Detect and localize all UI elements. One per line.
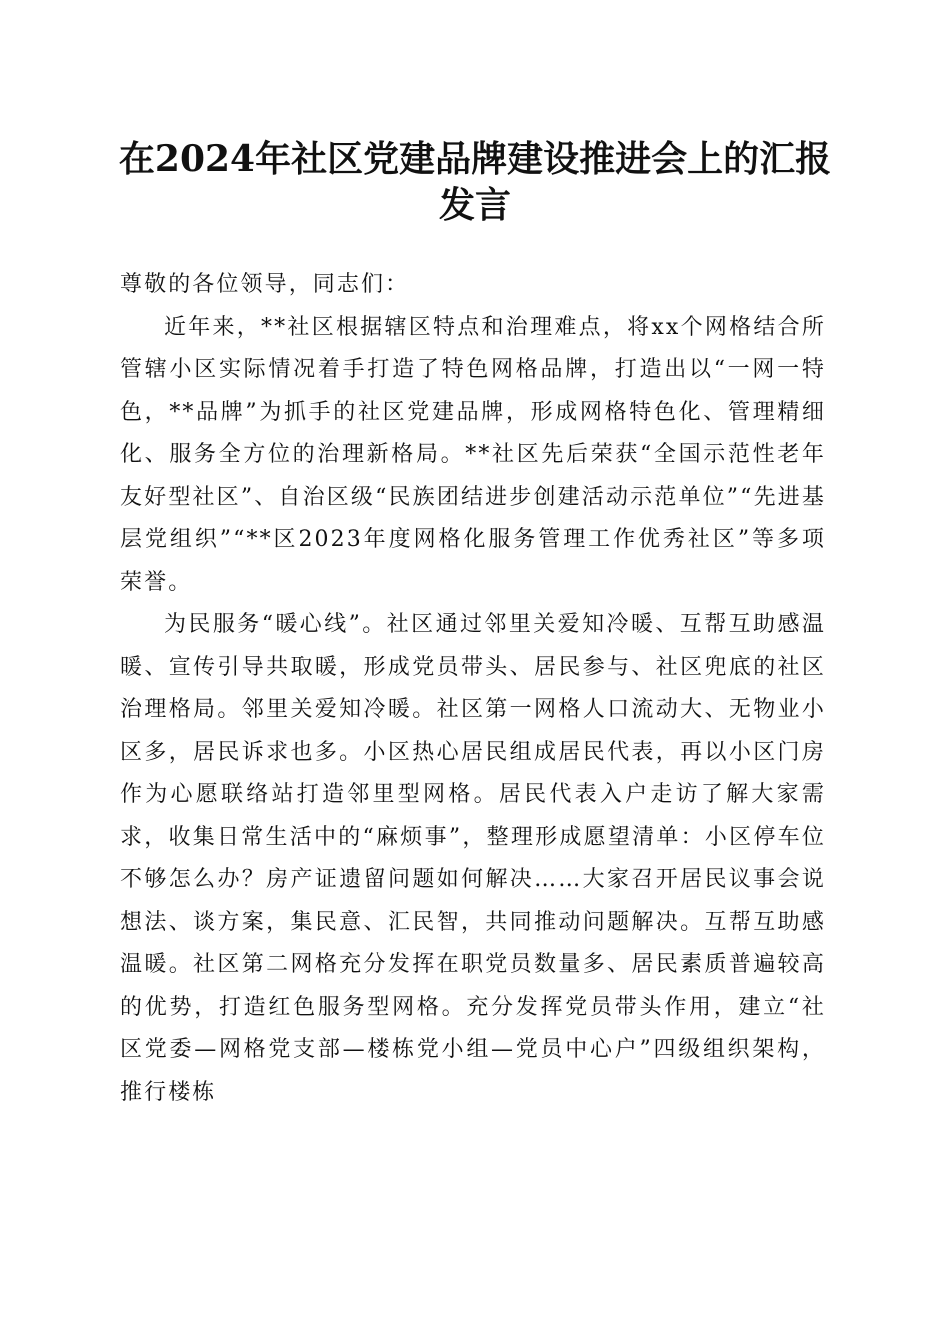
- title-line-2: 发言: [438, 184, 511, 226]
- document-body: [120, 264, 826, 1114]
- title-line-1: 在2024年社区党建品牌建设推进会上的汇报: [118, 138, 832, 180]
- paragraph-service: 为民服务“暖心线”。社区通过邻里关爱知冷暖、互帮互助感温暖、宣传引导共取暖，形成党员带头、居民参与、社区兜底的社区治理格局。邻里关爱知冷暖。社区第一网格人口流动大、无物业小区多，居民诉求也多。小区热心居民组成居民代表，再以小区门房作为心愿联络站打造邻里型网格。居民代表入户走访了解大家需求，收集日常生活中的“麻烦事”，整理形成愿望清单：小区停车位不够怎么办？房产证遗留问题如何解决……大家召开居民议事会说想法、谈方案，集民意、汇民智，共同推动问题解决。互帮互助感温暖。社区第二网格充分发挥在职党员数量多、居民素质普遍较高的优势，打造红色服务型网格。充分发挥党员带头作用，建立“社区党委—网格党支部—楼栋党小组—党员中心户”四级组织架构，推行楼栋: [120, 612, 826, 1105]
- greeting: 尊敬的各位领导，同志们：: [120, 272, 410, 297]
- document-title: [0, 136, 950, 228]
- paragraph-intro: 近年来，**社区根据辖区特点和治理难点，将xx个网格结合所管辖小区实际情况着手打造了特色网格品牌，打造出以“一网一特色，**品牌”为抓手的社区党建品牌，形成网格特色化、管理精细化、服务全方位的治理新格局。**社区先后荣获“全国示范性老年友好型社区”、自治区级“民族团结进步创建活动示范单位”“先进基层党组织”“**区2023年度网格化服务管理工作优秀社区”等多项荣誉。: [120, 314, 826, 595]
